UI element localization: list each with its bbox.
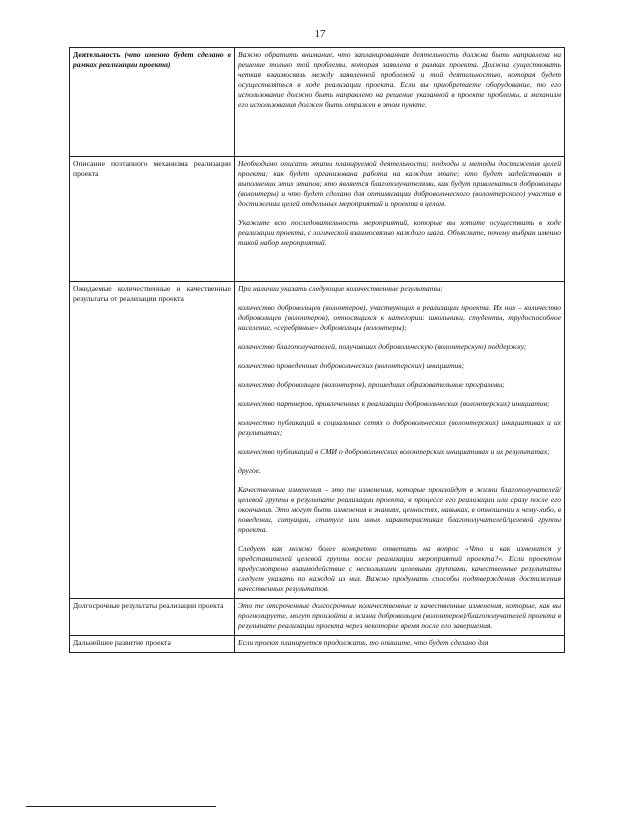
- footnote-divider: [26, 806, 216, 807]
- row-description: [235, 599, 565, 636]
- row-label: Дальнейшее развитие проекта: [70, 636, 235, 653]
- row-label: Ожидаемые количественные и качественные результаты от реализации проекта: [70, 282, 235, 599]
- paragraph: Если проект планируется продолжать, то опишите, что будет сделано для: [238, 638, 489, 647]
- paragraph: Укажите всю последовательность мероприятий, которые вы хотите осуществить в ходе реализации проекта, с логической взаимосвязью каждого шага. Объясните, почему выбран именно такой набор мероприятий.: [238, 218, 561, 247]
- row-label: Долгосрочные результаты реализации проекта: [70, 599, 235, 636]
- application-guidelines-table: [69, 47, 565, 653]
- paragraph: Это те отсроченные долгосрочные количественные и качественные изменения, которые, как вы прогнозируете, могут произойти в жизни добровольцев (волонтеров)/благополучателей проекта в результате реализации проекта через некоторое время после его завершения.: [238, 601, 561, 630]
- row-label-rest: (что именно будет сделано в рамках реализации проекта): [73, 50, 231, 69]
- paragraph: количество публикаций в СМИ о добровольческих волонтерских инициативах и их результатах;: [238, 447, 550, 456]
- table-row: [70, 636, 565, 653]
- paragraph: Важно обратить внимание, что запланированная деятельность должна быть направлена на решение только той проблемы, которая заявлена в рамках проекта. Должна существовать четкая взаимосвязь между заявленной проблемой и той деятельностью, которая будет осуществляться в ходе реализации проекта. Если вы приобретаете оборудование, то его использование должно быть направлено на решение указанной в проекте проблемы, а механизм его использования должен быть отражен в этом пункте.: [238, 50, 561, 109]
- paragraph: При наличии указать следующие количественные результаты:: [238, 284, 443, 293]
- paragraph: Качественные изменения – это те изменения, которые произойдут в жизни благополучателей/целевой группы в результате реализации проекта, в процессе его реализации или сразу после его окончания. Это могут быть изменения в знаниях, ценностях, навыках, в отношении к чему-либо, в поведении, ситуации, статусе или иных характеристиках благополучателей/целевой группы проекта.: [238, 485, 561, 534]
- paragraph: количество добровольцев (волонтеров), прошедших образовательные программы;: [238, 380, 505, 389]
- table-row: [70, 599, 565, 636]
- paragraph: количество благополучателей, получивших добровольческую (волонтерскую) поддержку;: [238, 342, 527, 351]
- row-description: [235, 157, 565, 282]
- row-description: [235, 636, 565, 653]
- row-label: Описание поэтапного механизма реализации проекта: [70, 157, 235, 282]
- paragraph: количество проведенных добровольческих (волонтерских) инициатив;: [238, 361, 465, 370]
- paragraph: другое.: [238, 466, 261, 475]
- table-row: [70, 282, 565, 599]
- paragraph: Необходимо описать этапы планируемой деятельности; подходы и методы достижения целей проекта; как будет организована работа на каждом этапе; кто будет задействован в выполнении этих этапов; кто является благополучателями, как будут привлекаться добровольцы (волонтеры) и что будет сделано для оптимизации добровольческого (волонтерского) участия в достижении целей отдельных мероприятий и проекта в целом.: [238, 159, 561, 208]
- paragraph: количество партнеров, привлеченных к реализации добровольческих (волонтерских) инициатив;: [238, 399, 550, 408]
- paragraph: количество добровольцев (волонтеров), участвующих в реализации проекта. Их них – количество добровольцев (волонтеров), относящихся к категории: школьники, студенты, трудоспособное население, «серебряные» добровольцы (волонтеры);: [238, 303, 561, 332]
- row-description: [235, 282, 565, 599]
- row-description: [235, 48, 565, 157]
- paragraph: количество публикаций в социальных сетях о добровольческих (волонтерских) инициативах и их результатах;: [238, 418, 561, 437]
- table-row: [70, 157, 565, 282]
- row-label: [70, 48, 235, 157]
- page-number: 17: [314, 28, 326, 40]
- table-row: [70, 48, 565, 157]
- row-label-bold: Деятельность: [73, 50, 121, 59]
- paragraph: Следует как можно более конкретно ответить на вопрос «Что и как изменится у представителей целевой группы после реализации мероприятий проекта?». Если проектом предусмотрено взаимодействие с несколькими целевыми группами, качественные результаты следует указать по каждой из них. Важно продумать способы подтверждения достижения качественных результатов.: [238, 544, 561, 593]
